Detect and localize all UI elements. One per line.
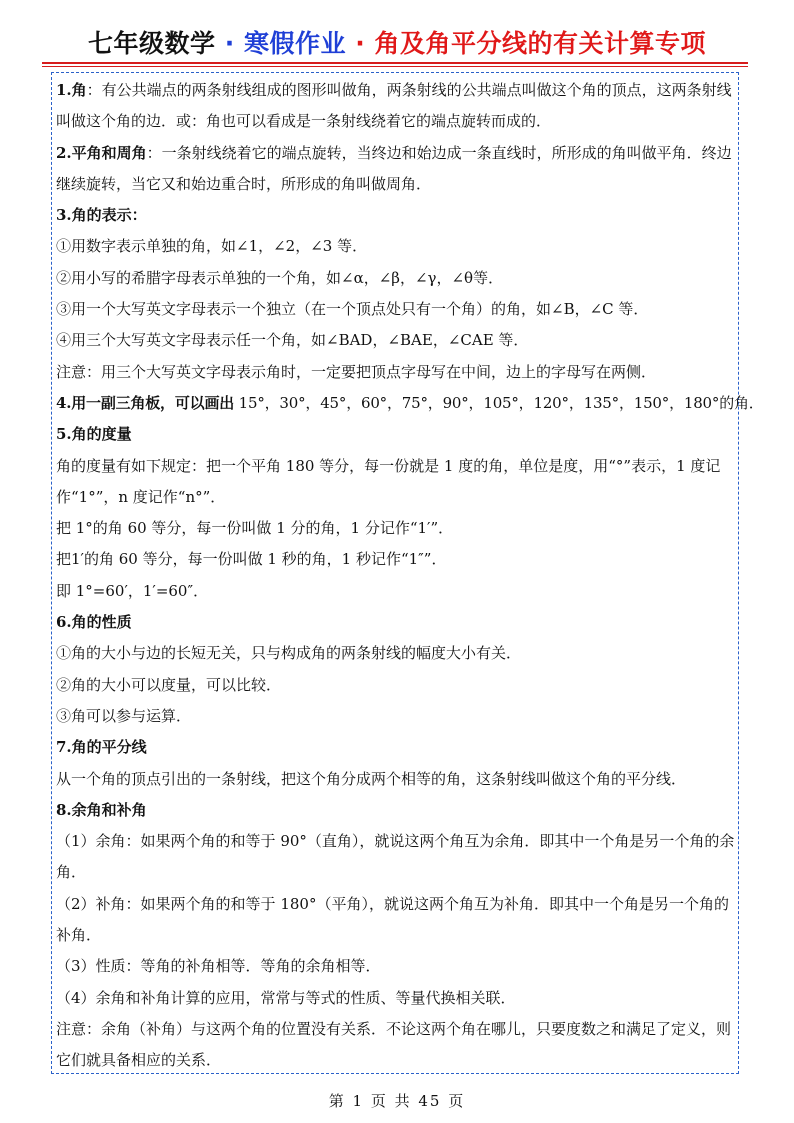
section-8-line-4: （4）余角和补角计算的应用，常常与等式的性质、等量代换相关联． [56, 988, 516, 1007]
section-3-note: 注意：用三个大写英文字母表示角时，一定要把顶点字母写在中间，边上的字母写在两侧． [56, 362, 657, 381]
header-topic: 角及角平分线的有关计算专项 [374, 29, 706, 58]
page-footer: 第 1 页 共 45 页 [328, 1092, 466, 1110]
section-1-text: ：有公共端点的两条射线组成的图形叫做角，两条射线的公共端点叫做这个角的顶点，这两条射线叫做这个角的边．或：角也可以看成是一条射线绕着它的端点旋转而成的． [56, 81, 732, 131]
section-5-line-1: 角的度量有如下规定：把一个平角 180 等分，每一份就是 1 度的角，单位是度，用“°”表示，1 度记作“1°”，n 度记作“n°”． [56, 456, 721, 506]
section-6-title-text: 6.角的性质 [56, 613, 132, 632]
section-5-line-2: 把 1°的角 60 等分，每一份叫做 1 分的角，1 分记作“1′”． [56, 519, 454, 538]
section-8-title-text: 8.余角和补角 [56, 800, 147, 819]
section-5-line-3: 把1′的角 60 等分，每一份叫做 1 秒的角，1 秒记作“1″”． [56, 550, 447, 569]
section-8-line-3: （3）性质：等角的补角相等．等角的余角相等． [56, 957, 381, 976]
section-6-line-1: ①角的大小与边的长短无关，只与构成角的两条射线的幅度大小有关． [56, 644, 522, 663]
section-7-title-text: 7.角的平分线 [56, 738, 147, 757]
section-5-title [56, 419, 740, 450]
section-6-title [56, 607, 740, 638]
section-3-line-4: ④用三个大写英文字母表示任一个角，如∠BAD，∠BAE，∠CAE 等． [56, 331, 529, 350]
section-8-title [56, 795, 740, 826]
section-6-line-3: ③角可以参与运算． [56, 706, 192, 725]
header-separator: · [355, 29, 366, 58]
section-2-text: ：一条射线绕着它的端点旋转，当终边和始边成一条直线时，所形成的角叫做平角．终边继续旋转，当它又和始边重合时，所形成的角叫做周角． [56, 143, 732, 193]
section-3-line-2: ②用小写的希腊字母表示单独的一个角，如∠α，∠β，∠γ，∠θ等． [56, 268, 504, 287]
section-3-title-text: 3.角的表示： [56, 206, 147, 225]
section-4 [56, 388, 764, 419]
section-7-title [56, 732, 740, 763]
content-body [56, 75, 764, 1077]
section-3-title [56, 200, 740, 231]
section-1 [56, 75, 740, 138]
section-8-line-1: （1）余角：如果两个角的和等于 90°（直角），就说这两个角互为余角．即其中一个角是另一个角的余角． [56, 832, 735, 882]
header-separator: · [224, 29, 235, 58]
section-2-title: 2.平角和周角 [56, 143, 147, 162]
section-4-text: 15°，30°，45°，60°，75°，90°，105°，120°，135°，150°，180°的角． [234, 393, 764, 412]
section-3-line-1: ①用数字表示单独的角，如∠1，∠2，∠3 等． [56, 237, 368, 256]
section-4-title: 4.用一副三角板，可以画出 [56, 393, 235, 412]
header-series: 寒假作业 [243, 29, 346, 58]
section-6-line-2: ②角的大小可以度量，可以比较． [56, 675, 282, 694]
section-1-title: 1.角 [56, 81, 87, 99]
header-rule-thin [42, 66, 748, 67]
section-7-text: 从一个角的顶点引出的一条射线，把这个角分成两个相等的角，这条射线叫做这个角的平分线． [56, 769, 687, 788]
header-rule [42, 62, 748, 64]
section-8-note: 注意：余角（补角）与这两个角的位置没有关系．不论这两个角在哪儿，只要度数之和满足了定义，则它们就具备相应的关系． [56, 1019, 732, 1070]
page-header [0, 24, 794, 60]
section-5-title-text: 5.角的度量 [56, 425, 132, 444]
header-subject: 七年级数学 [88, 29, 216, 58]
section-3-line-3: ③用一个大写英文字母表示一个独立（在一个顶点处只有一个角）的角，如∠B，∠C 等． [56, 300, 649, 319]
section-5-line-4: 即 1°=60′，1′=60″． [56, 581, 209, 600]
section-2 [56, 138, 740, 201]
section-8-line-2: （2）补角：如果两个角的和等于 180°（平角），就说这两个角互为补角．即其中一个角是另一个角的补角． [56, 894, 729, 945]
